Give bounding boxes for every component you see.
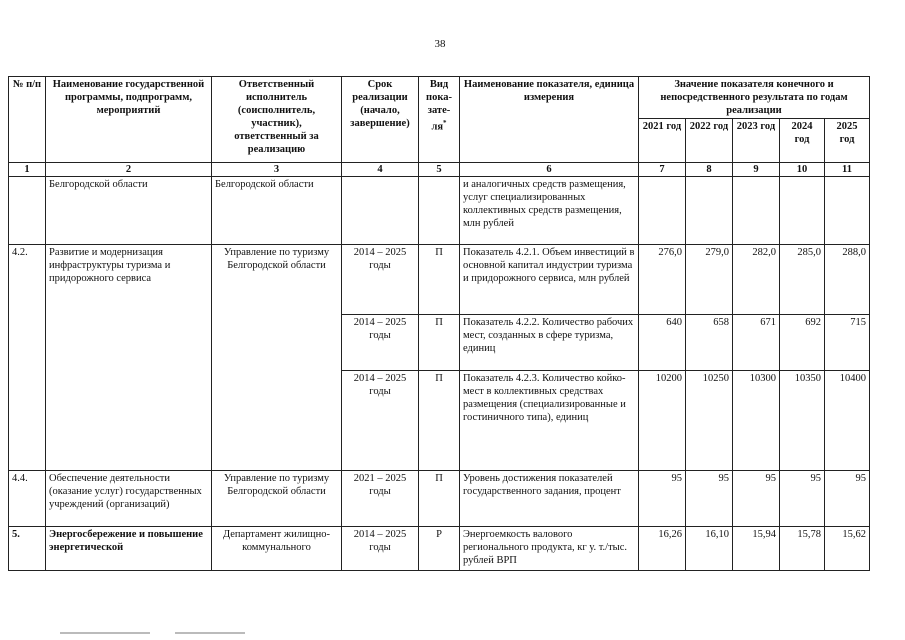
column-number-row [9,163,870,177]
row-value [686,177,733,245]
row-value: 10350 [780,371,825,471]
row-value: 95 [686,471,733,527]
row-indicator: Энергоемкость валового регионального продукта, кг у. т./тыс. рублей ВРП [460,527,639,571]
header-year: 2022 год [686,119,733,163]
table-row [9,177,870,245]
footnote-mark: * [443,119,447,127]
column-number: 7 [639,163,686,177]
row-number: 4.4. [9,471,46,527]
row-indicator: Уровень достижения показателей государственного задания, процент [460,471,639,527]
row-value: 671 [733,315,780,371]
row-responsible: Белгородской области [212,177,342,245]
row-value: 276,0 [639,245,686,315]
row-value: 658 [686,315,733,371]
column-number: 6 [460,163,639,177]
row-value: 10200 [639,371,686,471]
row-value [733,177,780,245]
row-responsible: Управление по туризму Белгородской области [212,245,342,471]
column-number: 4 [342,163,419,177]
column-number: 10 [780,163,825,177]
table-row [9,471,870,527]
row-period: 2014 – 2025 годы [342,371,419,471]
header-period: Срок реализации (начало, завершение) [342,77,419,163]
scan-artifact [60,632,150,634]
row-value: 282,0 [733,245,780,315]
column-number: 1 [9,163,46,177]
header-indicator-type-text: Вид пока-зате-ля [426,79,452,133]
row-value: 95 [825,471,870,527]
row-number: 5. [9,527,46,571]
row-indicator: Показатель 4.2.2. Количество рабочих мест, созданных в сфере туризма, единиц [460,315,639,371]
row-program-name: Развитие и модернизация инфраструктуры туризма и придорожного сервиса [46,245,212,471]
row-type: П [419,315,460,371]
column-number: 8 [686,163,733,177]
row-value: 95 [639,471,686,527]
row-value [639,177,686,245]
row-program-name: Энергосбережение и повышение энергетической [46,527,212,571]
header-indicator-name: Наименование показателя, единица измерения [460,77,639,163]
row-value: 15,62 [825,527,870,571]
header-row [9,77,870,119]
row-indicator: Показатель 4.2.3. Количество койко-мест в коллективных средствах размещения (специализированные и гостиничного типа), единиц [460,371,639,471]
header-indicator-type [419,77,460,163]
row-number [9,177,46,245]
scan-artifact [175,632,245,634]
table-row [9,245,870,315]
column-number: 11 [825,163,870,177]
row-type: П [419,245,460,315]
row-type: П [419,371,460,471]
column-number: 2 [46,163,212,177]
header-year: 2023 год [733,119,780,163]
indicators-table [8,76,870,571]
row-value: 279,0 [686,245,733,315]
table-row [9,527,870,571]
column-number: 3 [212,163,342,177]
row-value: 288,0 [825,245,870,315]
header-responsible: Ответственный исполнитель (соисполнитель, участник), ответственный за реализацию [212,77,342,163]
row-value [780,177,825,245]
row-value: 16,10 [686,527,733,571]
header-number: № п/п [9,77,46,163]
row-value [825,177,870,245]
row-period: 2014 – 2025 годы [342,527,419,571]
row-number: 4.2. [9,245,46,471]
row-value: 715 [825,315,870,371]
column-number: 5 [419,163,460,177]
header-program-name: Наименование государственной программы, подпрограмм, мероприятий [46,77,212,163]
row-value: 692 [780,315,825,371]
row-value: 95 [780,471,825,527]
row-indicator: и аналогичных средств размещения, услуг специализированных коллективных средств размещения, млн рублей [460,177,639,245]
row-value: 10300 [733,371,780,471]
row-period [342,177,419,245]
row-responsible: Департамент жилищно-коммунального [212,527,342,571]
row-value: 15,94 [733,527,780,571]
column-number: 9 [733,163,780,177]
row-type [419,177,460,245]
row-value: 16,26 [639,527,686,571]
header-values-group: Значение показателя конечного и непосредственного результата по годам реализации [639,77,870,119]
row-period: 2021 – 2025 годы [342,471,419,527]
row-value: 10400 [825,371,870,471]
header-year: 2021 год [639,119,686,163]
row-period: 2014 – 2025 годы [342,315,419,371]
row-value: 10250 [686,371,733,471]
row-program-name: Обеспечение деятельности (оказание услуг) государственных учреждений (организаций) [46,471,212,527]
header-year: 2024 год [780,119,825,163]
row-value: 95 [733,471,780,527]
row-type: П [419,471,460,527]
row-program-name: Белгородской области [46,177,212,245]
row-value: 640 [639,315,686,371]
row-value: 15,78 [780,527,825,571]
row-responsible: Управление по туризму Белгородской области [212,471,342,527]
page-number: 38 [434,38,446,50]
row-indicator: Показатель 4.2.1. Объем инвестиций в основной капитал индустрии туризма и придорожного сервиса, млн рублей [460,245,639,315]
row-period: 2014 – 2025 годы [342,245,419,315]
row-type: Р [419,527,460,571]
row-value: 285,0 [780,245,825,315]
header-year: 2025 год [825,119,870,163]
